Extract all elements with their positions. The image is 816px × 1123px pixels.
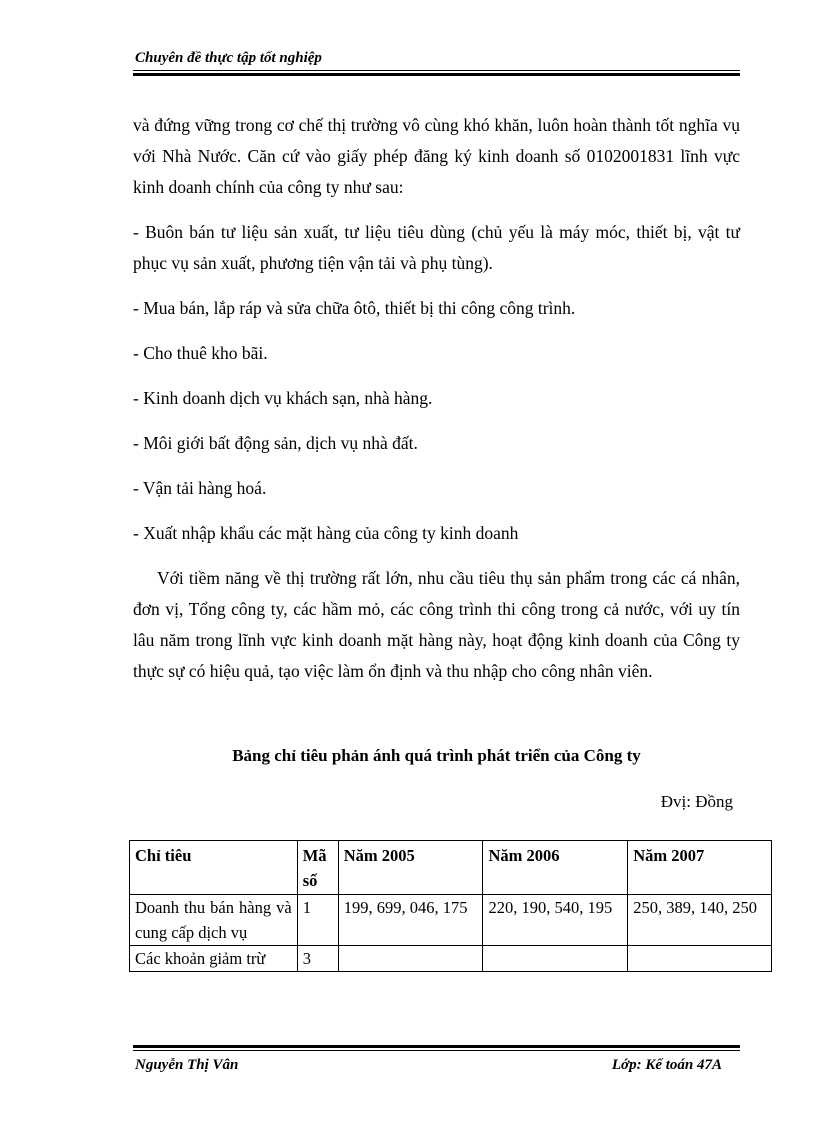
list-item: - Vận tải hàng hoá. <box>133 478 267 498</box>
list-item: - Buôn bán tư liệu sản xuất, tư liệu tiêu dùng (chủ yếu là máy móc, thiết bị, vật tư phục vụ sản xuất, phương tiện vận tải và phụ tùng). <box>133 222 740 273</box>
unit-label: Đvị: Đồng <box>660 792 733 811</box>
column-header: Năm 2007 <box>628 841 772 895</box>
column-header: Năm 2005 <box>338 841 483 895</box>
indicator-table <box>129 840 772 972</box>
body-text <box>133 110 740 687</box>
table-cell: 220, 190, 540, 195 <box>483 895 628 946</box>
list-item: - Cho thuê kho bãi. <box>133 343 268 363</box>
list-item: - Kinh doanh dịch vụ khách sạn, nhà hàng. <box>133 388 433 408</box>
list-item: - Môi giới bất động sản, dịch vụ nhà đất. <box>133 433 418 453</box>
column-header: Chỉ tiêu <box>130 841 298 895</box>
list-item: - Mua bán, lắp ráp và sửa chữa ôtô, thiết bị thi công công trình. <box>133 298 576 318</box>
table-cell: 3 <box>297 946 338 972</box>
table-row <box>130 895 772 946</box>
table-cell <box>483 946 628 972</box>
header-title: Chuyên đề thực tập tốt nghiệp <box>135 50 322 66</box>
table-cell <box>628 946 772 972</box>
column-header: Mã số <box>297 841 338 895</box>
table-cell: 250, 389, 140, 250 <box>628 895 772 946</box>
table-cell <box>338 946 483 972</box>
table-cell: Các khoản giảm trừ <box>130 946 298 972</box>
footer-author: Nguyễn Thị Vân <box>135 1057 239 1073</box>
footer-rule-thick <box>133 1045 740 1048</box>
footer-class: Lớp: Kế toán 47A <box>611 1057 722 1073</box>
table-title: Bảng chỉ tiêu phản ánh quá trình phát triển của Công ty <box>232 746 641 765</box>
header-rule-thick <box>133 73 740 76</box>
table-cell: 1 <box>297 895 338 946</box>
table-header-row <box>130 841 772 895</box>
paragraph-intro: và đứng vững trong cơ chế thị trường vô cùng khó khăn, luôn hoàn thành tốt nghĩa vụ với Nhà Nước. Căn cứ vào giấy phép đăng ký kinh doanh số 0102001831 lĩnh vực kinh doanh chính của công ty như sau: <box>133 115 740 197</box>
list-item: - Xuất nhập khẩu các mặt hàng của công ty kinh doanh <box>133 523 519 543</box>
header-rule-thin <box>133 70 740 71</box>
table-cell: 199, 699, 046, 175 <box>338 895 483 946</box>
table-cell: Doanh thu bán hàng và cung cấp dịch vụ <box>130 895 298 946</box>
paragraph-potential: Với tiềm năng về thị trường rất lớn, nhu cầu tiêu thụ sản phẩm trong các cá nhân, đơn vị, Tổng công ty, các hầm mỏ, các công trình thi công trong cả nước, với uy tín lâu năm trong lĩnh vực kinh doanh mặt hàng này, hoạt động kinh doanh của Công ty thực sự có hiệu quả, tạo việc làm ổn định và thu nhập cho công nhân viên. <box>133 568 740 681</box>
table-row <box>130 946 772 972</box>
column-header: Năm 2006 <box>483 841 628 895</box>
footer-rule-thin <box>133 1050 740 1051</box>
